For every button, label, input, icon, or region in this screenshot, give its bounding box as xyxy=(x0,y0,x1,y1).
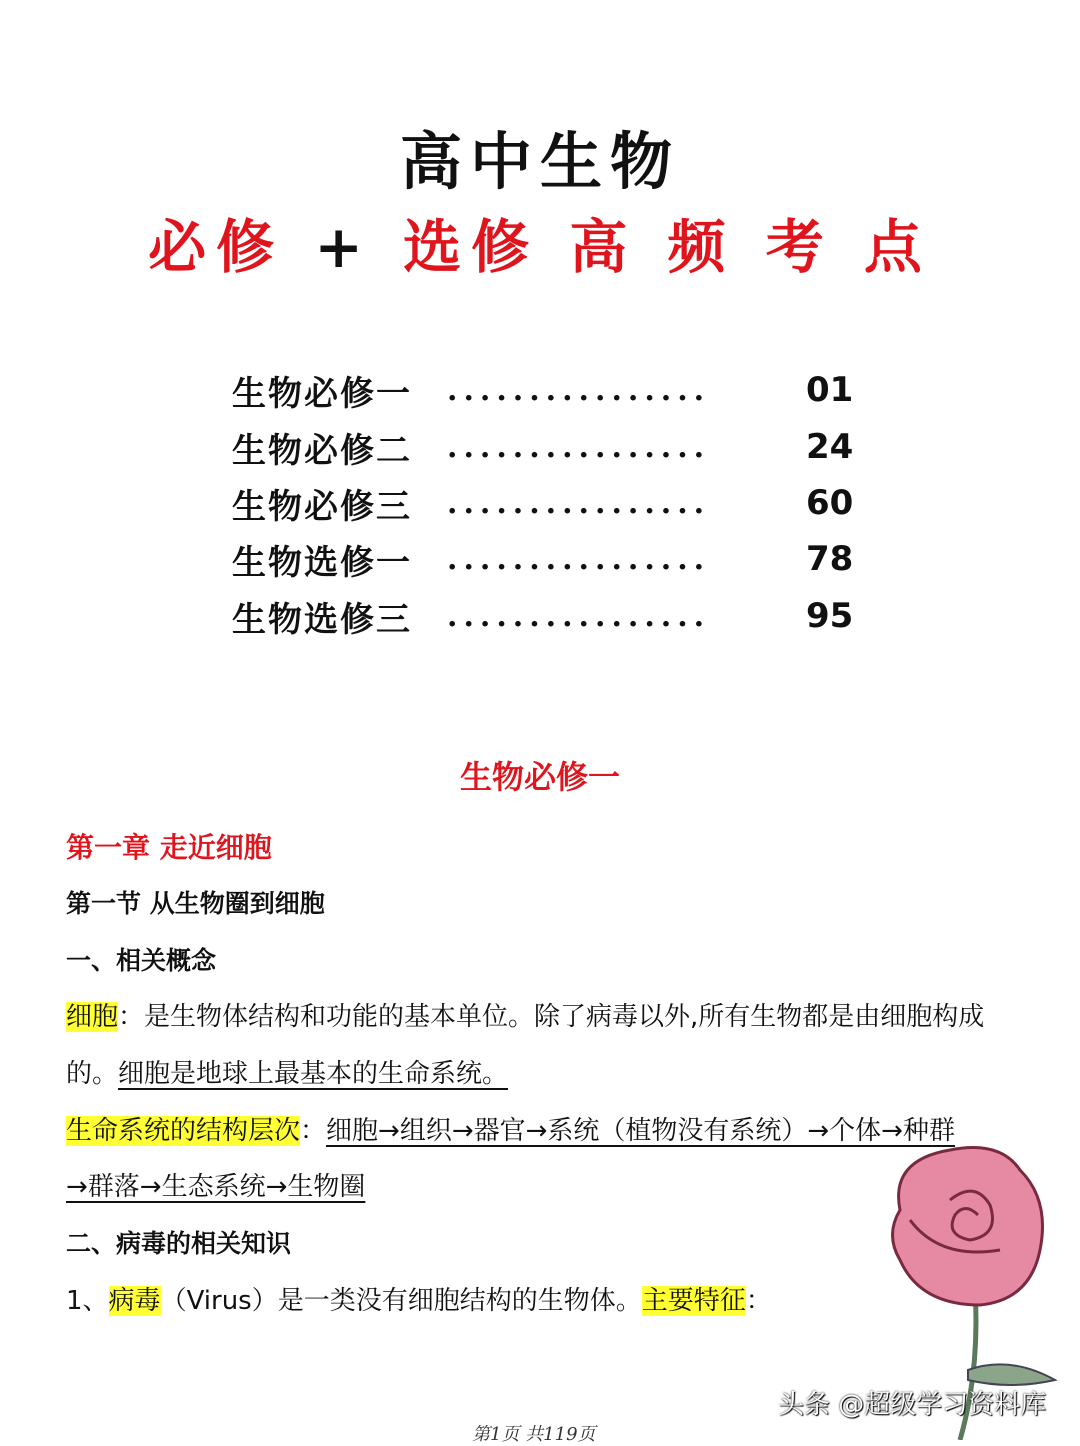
toc-page: 60 xyxy=(806,483,854,523)
section-title: 生物必修一 xyxy=(459,758,620,796)
list-number: 1、 xyxy=(66,1286,109,1316)
paragraph-cell-system xyxy=(66,1053,508,1090)
subtitle-required: 必修 xyxy=(148,213,285,281)
toc-entry[interactable] xyxy=(232,362,852,418)
toc-label: 生物必修三 xyxy=(232,486,412,527)
document-title: 高中生物 xyxy=(399,125,680,198)
underlined-text: 细胞→组织→器官→系统（植物没有系统）→个体→种群 xyxy=(326,1116,955,1146)
toc-label: 生物必修二 xyxy=(232,430,412,471)
highlighted-term: 主要特征 xyxy=(641,1286,746,1316)
colon: ： xyxy=(300,1116,327,1146)
toc-leader: ................ xyxy=(447,372,711,408)
chapter-heading: 第一章 走近细胞 xyxy=(66,831,272,864)
toc-page: 95 xyxy=(806,596,854,636)
highlighted-term: 细胞 xyxy=(66,1002,119,1032)
heading-virus: 二、病毒的相关知识 xyxy=(66,1229,292,1258)
subsection-heading: 第一节 从生物圈到细胞 xyxy=(66,889,325,918)
toc-leader: ................ xyxy=(447,541,711,577)
toc-leader: ................ xyxy=(447,485,711,521)
paragraph-virus xyxy=(66,1280,772,1317)
toc-label: 生物必修一 xyxy=(232,373,412,414)
paragraph-text: 的。 xyxy=(66,1059,119,1089)
highlighted-term: 病毒 xyxy=(108,1286,161,1316)
watermark: 头条 @超级学习资料库 xyxy=(778,1390,1047,1420)
paragraph-life-levels xyxy=(66,1110,955,1147)
toc-page: 01 xyxy=(806,370,854,410)
paragraph-text: ：是生物体结构和功能的基本单位。除了病毒以外,所有生物都是由细胞构成 xyxy=(118,1002,985,1032)
toc-label: 生物选修三 xyxy=(232,599,412,640)
highlighted-term: 生命系统的结构层次 xyxy=(66,1116,301,1146)
paragraph-life-levels-cont xyxy=(66,1166,365,1203)
toc-entry[interactable] xyxy=(232,419,852,475)
colon: ： xyxy=(745,1286,772,1316)
toc-leader: ................ xyxy=(447,598,711,634)
toc-entry[interactable] xyxy=(232,475,852,531)
underlined-text: →群落→生态系统→生物圈 xyxy=(66,1172,366,1202)
subtitle-plus: + xyxy=(314,213,373,281)
toc-page: 24 xyxy=(806,427,854,467)
toc-label: 生物选修一 xyxy=(232,542,412,583)
table-of-contents xyxy=(232,362,852,652)
toc-page: 78 xyxy=(806,539,854,579)
subtitle-elective: 选修 高 频 考 点 xyxy=(403,213,932,281)
page-footer: 第1页 共119页 xyxy=(472,1424,596,1445)
heading-concepts: 一、相关概念 xyxy=(66,946,217,975)
toc-entry[interactable] xyxy=(232,588,852,644)
document-subtitle xyxy=(0,200,1080,284)
toc-leader: ................ xyxy=(447,429,711,465)
toc-entry[interactable] xyxy=(232,531,852,587)
paragraph-text: （Virus）是一类没有细胞结构的生物体。 xyxy=(160,1286,642,1316)
paragraph-cell-definition xyxy=(66,996,984,1033)
underlined-text: 细胞是地球上最基本的生命系统。 xyxy=(118,1059,509,1089)
